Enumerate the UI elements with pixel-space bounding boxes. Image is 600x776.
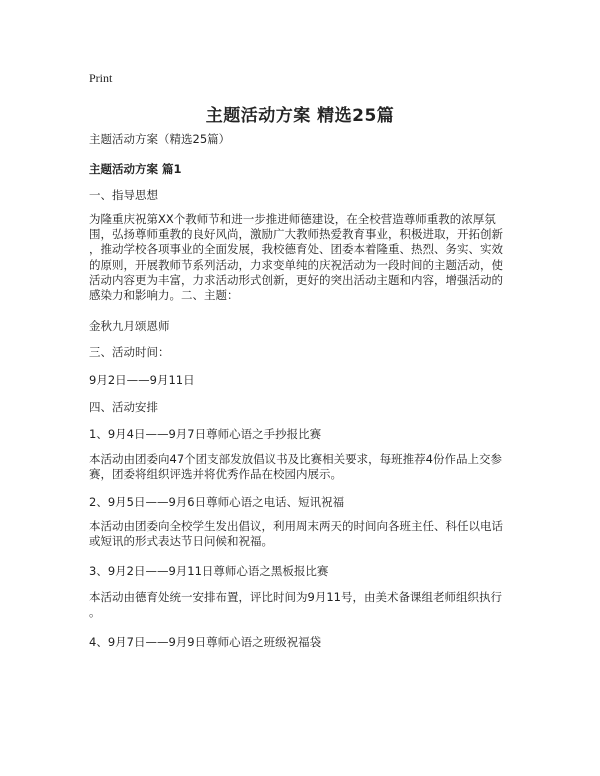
paragraph-line: 本活动由团委向47个团支部发放倡议书及比赛相关要求，每班推荐4份作品上交参 <box>89 452 502 466</box>
activity1-title: 1、9月4日——9月7日尊师心语之手抄报比赛 <box>89 427 322 441</box>
paragraph-line: 为隆重庆祝第XX个教师节和进一步推进师德建设，在全校营造尊师重教的浓厚氛 <box>89 212 496 226</box>
theme-text: 金秋九月颂恩师 <box>89 319 170 333</box>
part3-heading: 三、活动时间： <box>89 345 170 359</box>
paragraph-line: ，推动学校各项事业的全面发展，我校德育处、团委本着隆重、热烈、务实、实效 <box>89 242 503 257</box>
paragraph-line: 赛，团委将组织评选并将优秀作品在校园内展示。 <box>89 467 342 482</box>
document-subtitle: 主题活动方案（精选25篇） <box>89 132 231 146</box>
part1-paragraph <box>89 212 519 303</box>
paragraph-line: 感染力和影响力。二、主题： <box>89 288 239 303</box>
activity2-title: 2、9月5日——9月6日尊师心语之电话、短讯祝福 <box>89 495 345 509</box>
paragraph-line: 本活动由团委向全校学生发出倡议，利用周末两天的时间向各班主任、科任以电话 <box>89 519 503 533</box>
time-text: 9月2日——9月11日 <box>89 373 195 387</box>
paragraph-line: 。 <box>89 605 101 620</box>
activity4-title: 4、9月7日——9月9日尊师心语之班级祝福袋 <box>89 635 322 649</box>
activity2-paragraph <box>89 519 519 549</box>
paragraph-line: 围，弘扬尊师重教的良好风尚，激励广大教师热爱教育事业，积极进取，开拓创新 <box>89 227 503 242</box>
section-heading: 主题活动方案 篇1 <box>89 162 182 176</box>
activity3-paragraph <box>89 590 519 620</box>
activity1-paragraph <box>89 452 519 482</box>
activity3-title: 3、9月2日——9月11日尊师心语之黑板报比赛 <box>89 564 329 578</box>
print-link[interactable]: Print <box>89 71 113 85</box>
paragraph-line: 的原则，开展教师节系列活动，力求变单纯的庆祝活动为一段时间的主题活动，使 <box>89 257 503 272</box>
paragraph-line: 本活动由德育处统一安排布置，评比时间为9月11号，由美术备课组老师组织执行 <box>89 590 502 604</box>
part1-heading: 一、指导思想 <box>89 188 158 202</box>
paragraph-line: 或短讯的形式表达节日问候和祝福。 <box>89 534 273 549</box>
page-title: 主题活动方案 精选25篇 <box>205 106 395 126</box>
paragraph-line: 活动内容更为丰富，力求活动形式创新，更好的突出活动主题和内容，增强活动的 <box>89 272 503 287</box>
part4-heading: 四、活动安排 <box>89 400 158 414</box>
